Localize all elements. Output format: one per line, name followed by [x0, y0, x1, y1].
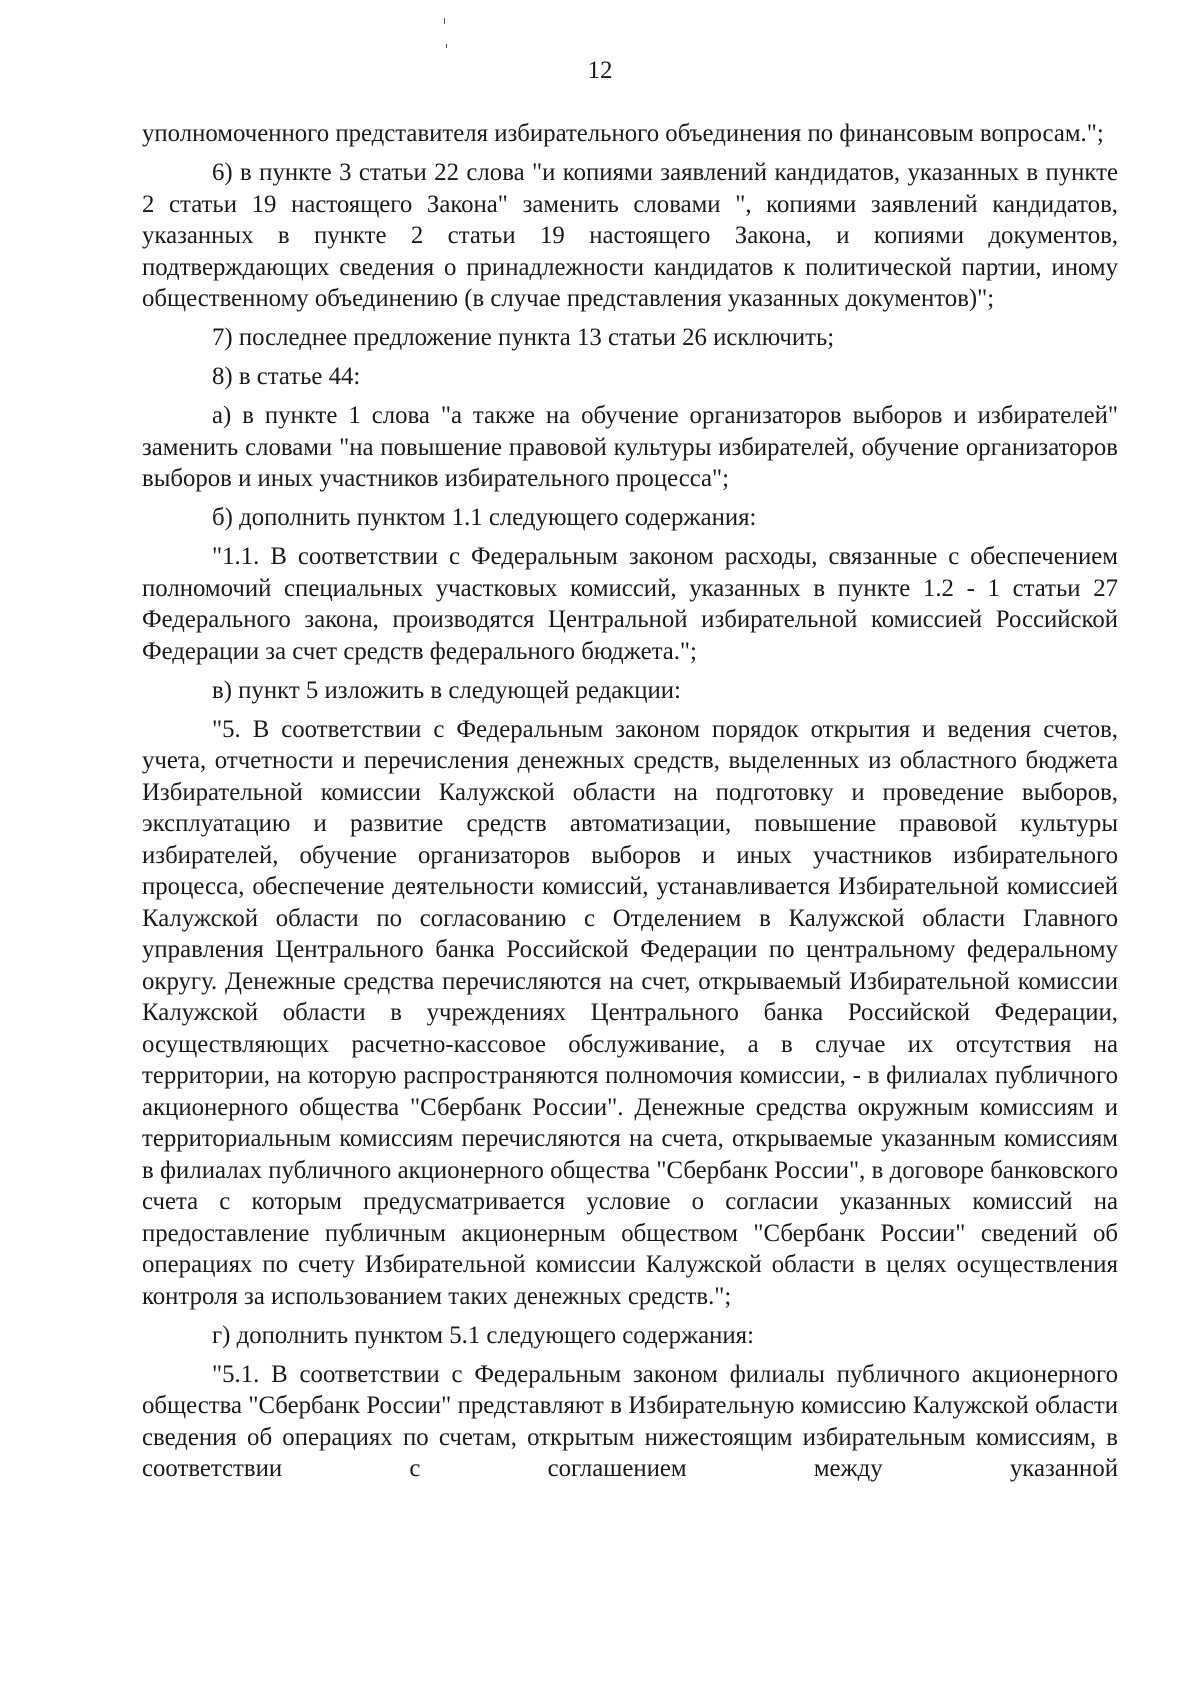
paragraph-clause-1-1: "1.1. В соответствии с Федеральным законом расходы, связанные с обеспечением полномочий специальных участковых комиссий, указанных в пункте 1.2 - 1 статьи 27 Федерального закона, производятся Центральной избирательной комиссией Российской Федерации за счет средств федерального бюджета."; [142, 543, 1118, 665]
paragraph-continuation: уполномоченного представителя избирательного объединения по финансовым вопросам."; [142, 120, 1104, 147]
paragraph-item-8: 8) в статье 44: [212, 363, 361, 390]
scan-speck [444, 18, 445, 24]
document-body [142, 118, 1118, 1492]
paragraph-subitem-g: г) дополнить пунктом 5.1 следующего содержания: [212, 1321, 754, 1349]
paragraph-item-6: 6) в пункте 3 статьи 22 слова "и копиями заявлений кандидатов, указанных в пункте 2 статьи 19 настоящего Закона" заменить словами ", копиями заявлений кандидатов, указанных в пункте 2 статьи 19 настоящего Закона, и копиями документов, подтверждающих сведения о принадлежности кандидатов к политической партии, иному общественному объединению (в случае представления указанных документов)"; [142, 159, 1118, 312]
page-number: 12 [587, 57, 613, 84]
paragraph-clause-5-1: "5.1. В соответствии с Федеральным законом филиалы публичного акционерного общества "Сбербанк России" представляют в Избирательную комиссию Калужской области сведения об операциях по счетам, открытым нижестоящим избирательным комиссиям, в соответствии с соглашением между указанной [142, 1360, 1118, 1482]
paragraph-item-7: 7) последнее предложение пункта 13 статьи 26 исключить; [212, 324, 835, 351]
paragraph-subitem-a: а) в пункте 1 слова "а также на обучение организаторов выборов и избирателей" заменить словами "на повышение правовой культуры избирателей, обучение организаторов выборов и иных участников избирательного процесса"; [142, 402, 1118, 492]
paragraph-clause-5: "5. В соответствии с Федеральным законом порядок открытия и ведения счетов, учета, отчетности и перечисления денежных средств, выделенных из областного бюджета Избирательной комиссии Калужской области на подготовку и проведение выборов, эксплуатацию и развитие средств автоматизации, повышение правовой культуры избирателей, обучение организаторов выборов и иных участников избирательного процесса, обеспечение деятельности комиссий, устанавливается Избирательной комиссией Калужской области по согласованию с Отделением в Калужской области Главного управления Центрального банка Российской Федерации по центральному федеральному округу. Денежные средства перечисляются на счет, открываемый Избирательной комиссии Калужской области в учреждениях Центрального банка Российской Федерации, осуществляющих расчетно-кассовое обслуживание, а в случае их отсутствия на территории, на которую распространяются полномочия комиссии, - в филиалах публичного акционерного общества "Сбербанк России". Денежные средства окружным комиссиям и территориальным комиссиям перечисляются на счета, открываемые указанным комиссиям в филиалах публичного акционерного общества "Сбербанк России", в договоре банковского счета с которым предусматривается условие о согласии указанных комиссий на предоставление публичным акционерным обществом "Сбербанк России" сведений об операциях по счету Избирательной комиссии Калужской области в целях осуществления контроля за использованием таких денежных средств."; [142, 715, 1118, 1310]
paragraph-subitem-b: б) дополнить пунктом 1.1 следующего содержания: [212, 504, 757, 531]
scan-speck [446, 44, 447, 48]
paragraph-subitem-v: в) пункт 5 изложить в следующей редакции: [212, 676, 681, 704]
